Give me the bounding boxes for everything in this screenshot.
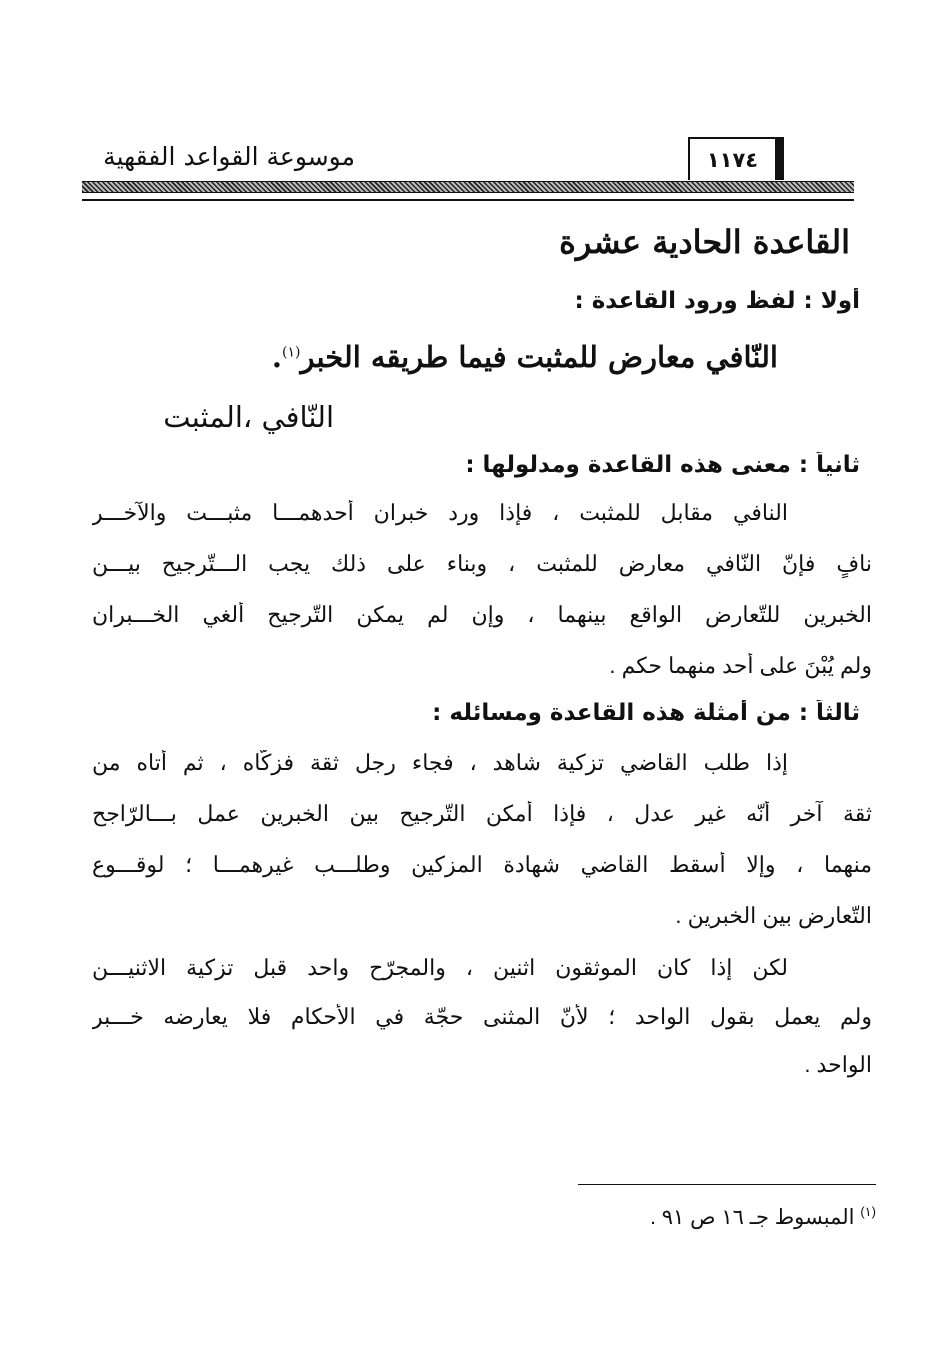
rule-statement-text: النّافي معارض للمثبت فيما طريقه الخبر	[300, 340, 778, 374]
running-title: موسوعة القواعد الفقهية	[103, 142, 355, 171]
paragraph-line: ثقة آخر أنّه غير عدل ، فإذا أمكن التّرجيح بين الخبرين عمل بـــالرّاجح	[92, 801, 872, 826]
paragraph-line: ولم يُبْنَ على أحد منهما حكم .	[609, 653, 872, 678]
paragraph-line: الواحد .	[804, 1052, 872, 1077]
footnote-divider	[578, 1184, 876, 1185]
paragraph-line: الخبرين للتّعارض الواقع بينهما ، وإن لم يمكن التّرجيح ألغي الخـــبران	[92, 602, 872, 627]
header-rule-line	[82, 199, 854, 201]
section-first-heading: أولا : لفظ ورود القاعدة :	[574, 288, 860, 314]
paragraph-line: نافٍ فإنّ النّافي معارض للمثبت ، وبناء على ذلك يجب الـــتّرجيح بيـــن	[92, 551, 872, 576]
footnote-reference: (١)	[281, 344, 301, 361]
section-third-heading: ثالثاً : من أمثلة هذه القاعدة ومسائله :	[432, 700, 860, 726]
paragraph-line: ولم يعمل بقول الواحد ؛ لأنّ المثنى حجّة في الأحكام فلا يعارضه خـــبر	[92, 1004, 872, 1029]
rule-heading: القاعدة الحادية عشرة	[559, 223, 850, 261]
footnote-text: المبسوط جـ ١٦ ص ٩١ .	[650, 1206, 855, 1229]
page-number: ١١٧٤	[688, 137, 784, 180]
paragraph-line: منهما ، وإلا أسقط القاضي شهادة المزكين وطلـــب غيرهمـــا ؛ لوقـــوع	[92, 852, 872, 877]
paragraph-line: لكن إذا كان الموثقون اثنين ، والمجرّح واحد قبل تزكية الاثنيـــن	[92, 955, 788, 980]
section-second-heading: ثانياً : معنى هذه القاعدة ومدلولها :	[465, 452, 860, 478]
rule-statement	[178, 340, 778, 388]
footnote	[476, 1204, 876, 1240]
rule-terms: النّافي ،المثبت	[163, 400, 334, 434]
rule-statement-end: .	[271, 340, 282, 374]
header-rule-band	[82, 181, 854, 193]
paragraph-line: إذا طلب القاضي تزكية شاهد ، فجاء رجل ثقة فزكّاه ، ثم أتاه من	[92, 750, 788, 775]
paragraph-line: التّعارض بين الخبرين .	[675, 903, 872, 928]
footnote-mark: (١)	[860, 1204, 876, 1219]
paragraph-line: النافي مقابل للمثبت ، فإذا ورد خبران أحدهمـــا مثبـــت والآخـــر	[92, 500, 788, 525]
